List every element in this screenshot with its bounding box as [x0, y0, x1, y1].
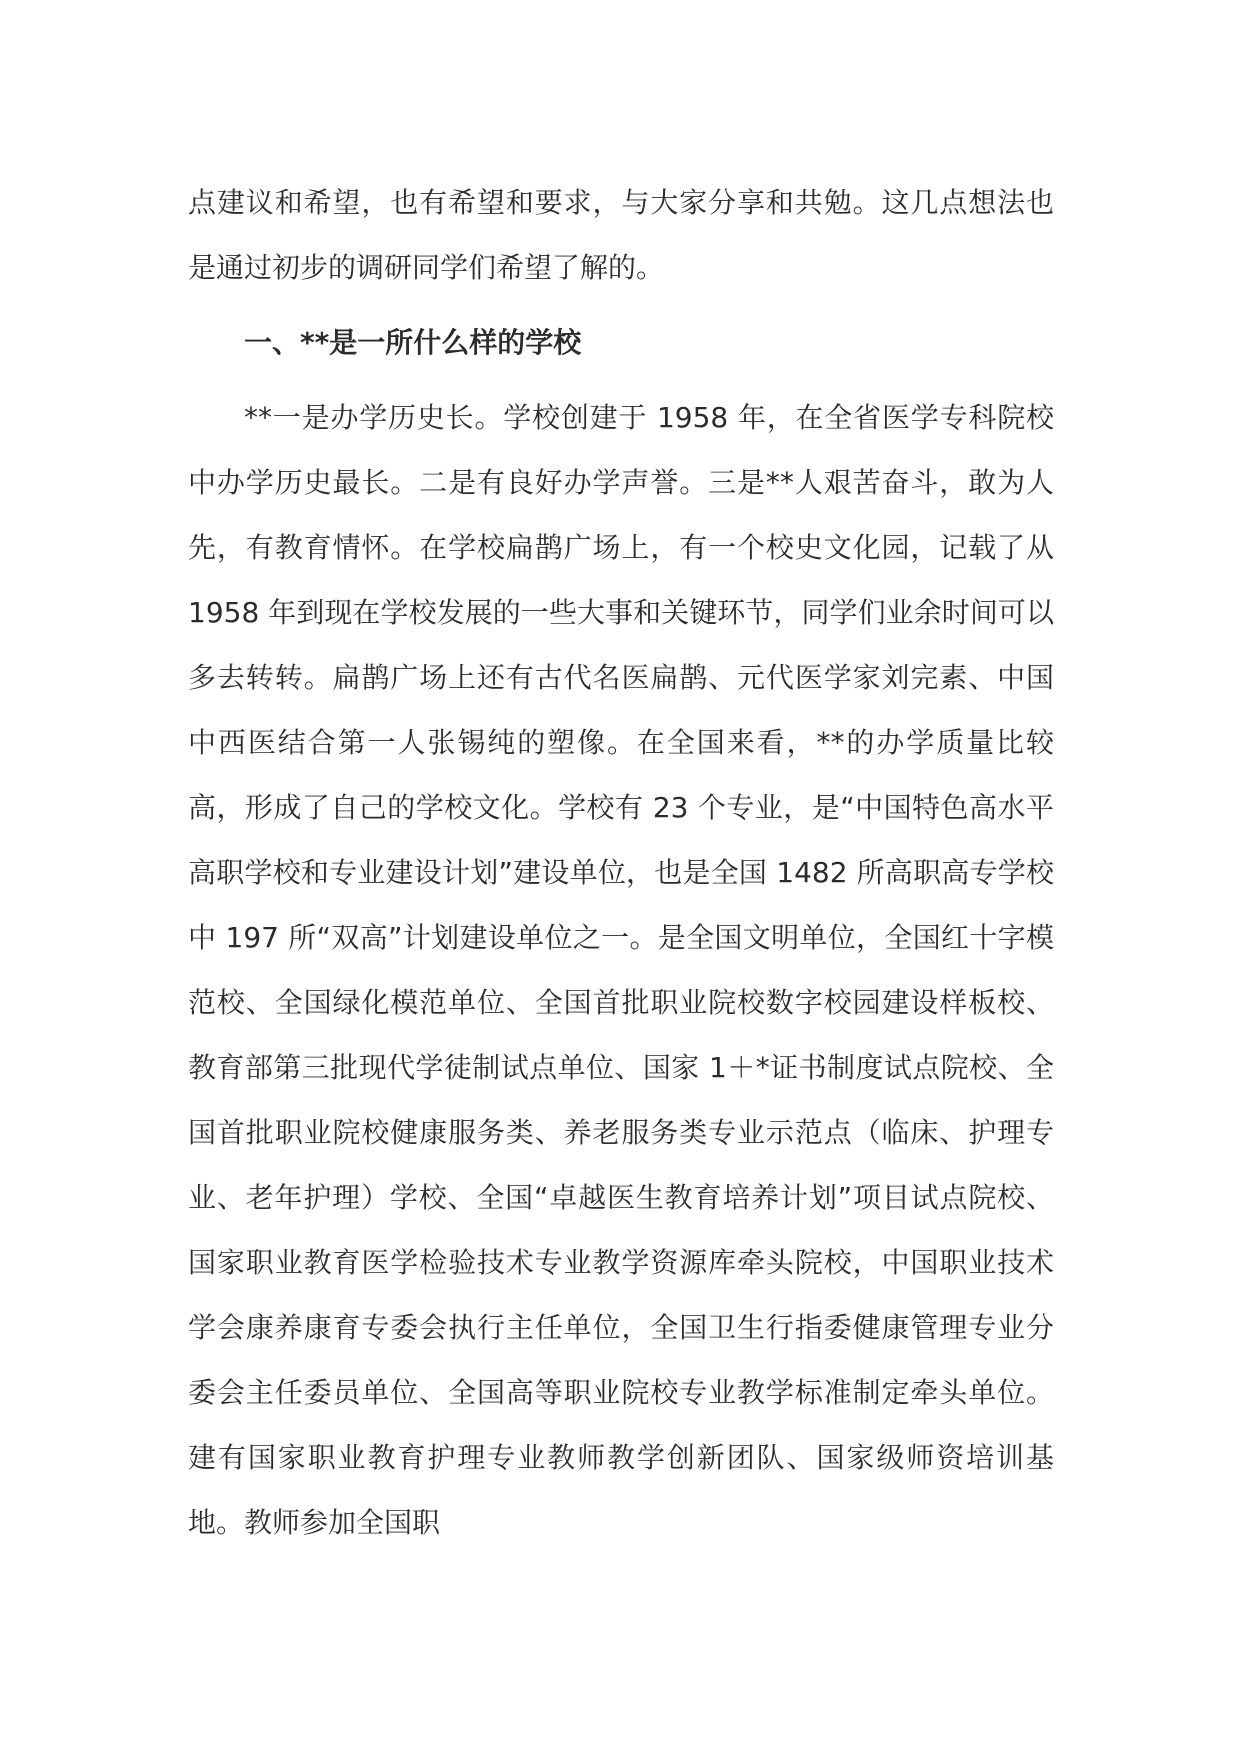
- section-heading: 一、**是一所什么样的学校: [244, 326, 582, 359]
- body-paragraph: **一是办学历史长。学校创建于 1958 年，在全省医学专科院校中办学历史最长。二是有良好办学声誉。三是**人艰苦奋斗，敢为人先，有教育情怀。在学校扁鹊广场上，有一个校史文化园，记载了从 1958 年到现在学校发展的一些大事和关键环节，同学们业余时间可以多去转转。扁鹊广场上还有古代名医扁鹊、元代医学家刘完素、中国中西医结合第一人张锡纯的塑像。在全国来看，**的办学质量比较高，形成了自己的学校文化。学校有 23 个专业，是“中国特色高水平高职学校和专业建设计划”建设单位，也是全国 1482 所高职高专学校中 197 所“双高”计划建设单位之一。是全国文明单位，全国红十字模范校、全国绿化模范单位、全国首批职业院校数字校园建设样板校、教育部第三批现代学徒制试点单位、国家 1＋*证书制度试点院校、全国首批职业院校健康服务类、养老服务类专业示范点（临床、护理专业、老年护理）学校、全国“卓越医生教育培养计划”项目试点院校、国家职业教育医学检验技术专业教学资源库牵头院校，中国职业技术学会康养康育专委会执行主任单位，全国卫生行指委健康管理专业分委会主任委员单位、全国高等职业院校专业教学标准制定牵头单位。建有国家职业教育护理专业教师教学创新团队、国家级师资培训基地。教师参加全国职: [188, 401, 1054, 1539]
- opening-paragraph: 点建议和希望，也有希望和要求，与大家分享和共勉。这几点想法也是通过初步的调研同学们希望了解的。: [188, 186, 1054, 284]
- document-content: [188, 170, 1054, 1555]
